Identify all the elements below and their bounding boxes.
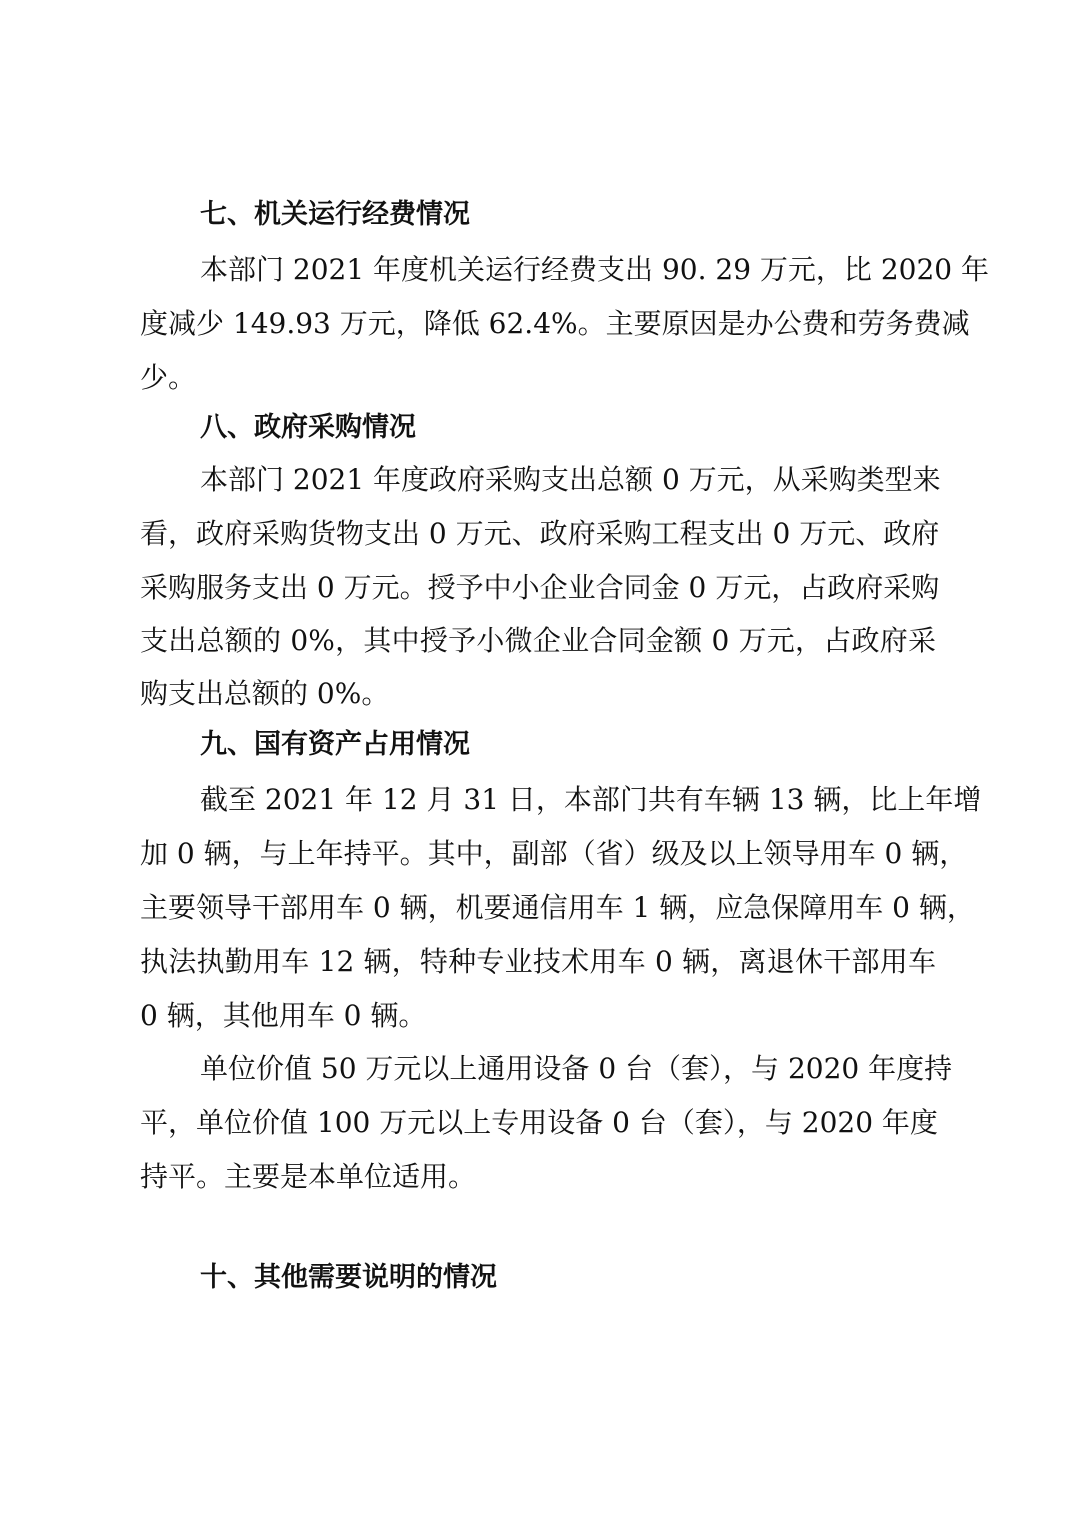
paragraph-line: 支出总额的 0%，其中授予小微企业合同金额 0 万元，占政府采 bbox=[140, 624, 936, 657]
section-heading: 十、其他需要说明的情况 bbox=[200, 1262, 497, 1293]
paragraph-line: 本部门 2021 年度机关运行经费支出 90. 29 万元，比 2020 年 bbox=[200, 253, 989, 286]
paragraph-line: 采购服务支出 0 万元。授予中小企业合同金 0 万元，占政府采购 bbox=[140, 571, 940, 604]
paragraph-line: 少。 bbox=[140, 361, 197, 394]
section-heading: 八、政府采购情况 bbox=[200, 412, 416, 443]
paragraph-line: 平，单位价值 100 万元以上专用设备 0 台（套），与 2020 年度 bbox=[140, 1106, 938, 1139]
paragraph-line: 0 辆，其他用车 0 辆。 bbox=[140, 999, 427, 1032]
paragraph-line: 执法执勤用车 12 辆，特种专业技术用车 0 辆，离退休干部用车 bbox=[140, 945, 936, 978]
paragraph-line: 截至 2021 年 12 月 31 日，本部门共有车辆 13 辆，比上年增 bbox=[200, 783, 982, 816]
paragraph-line: 本部门 2021 年度政府采购支出总额 0 万元，从采购类型来 bbox=[200, 463, 941, 496]
paragraph-line: 购支出总额的 0%。 bbox=[140, 677, 390, 710]
paragraph-line: 单位价值 50 万元以上通用设备 0 台（套），与 2020 年度持 bbox=[200, 1052, 953, 1085]
paragraph-line: 看，政府采购货物支出 0 万元、政府采购工程支出 0 万元、政府 bbox=[140, 517, 940, 550]
paragraph-line: 加 0 辆，与上年持平。其中，副部（省）级及以上领导用车 0 辆， bbox=[140, 837, 968, 870]
section-heading: 九、国有资产占用情况 bbox=[200, 729, 470, 760]
section-heading: 七、机关运行经费情况 bbox=[200, 199, 470, 230]
paragraph-line: 度减少 149.93 万元，降低 62.4%。主要原因是办公费和劳务费减 bbox=[140, 307, 970, 340]
paragraph-line: 持平。主要是本单位适用。 bbox=[140, 1160, 477, 1193]
paragraph-line: 主要领导干部用车 0 辆，机要通信用车 1 辆，应急保障用车 0 辆， bbox=[140, 891, 975, 924]
